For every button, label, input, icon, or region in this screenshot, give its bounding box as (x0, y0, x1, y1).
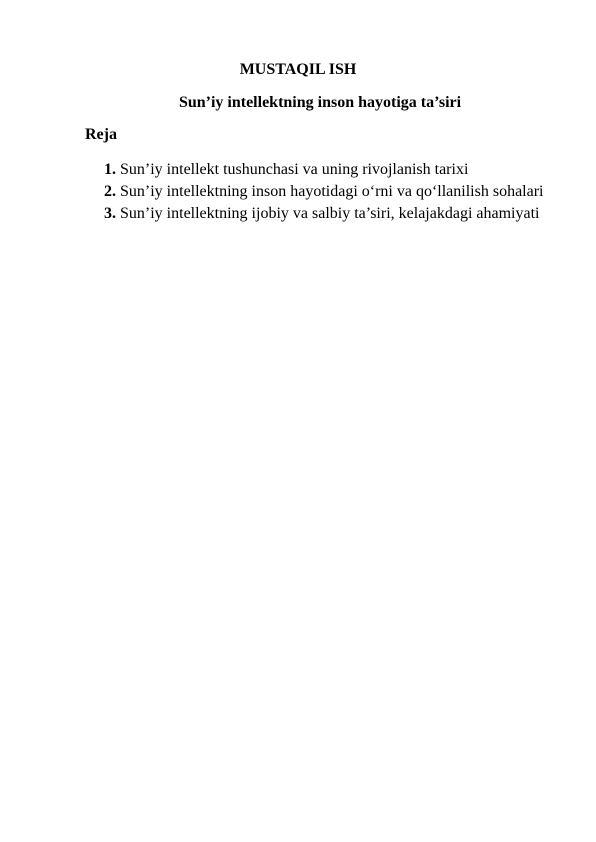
document-subtitle: Sun’iy intellektning inson hayotiga ta’siri (178, 94, 462, 111)
plan-item-text: Sun’iy intellekt tushunchasi va uning rivojlanish tarixi (120, 161, 469, 178)
plan-list (104, 160, 554, 226)
plan-item (104, 182, 554, 202)
document-title: MUSTAQIL ISH (239, 61, 357, 78)
plan-item-text: Sun’iy intellektning inson hayotidagi o‘rni va qo‘llanilish sohalari (120, 183, 544, 200)
plan-item (104, 160, 554, 180)
plan-item-number: 2. (104, 183, 116, 200)
plan-item-text: Sun’iy intellektning ijobiy va salbiy ta’siri, kelajakdagi ahamiyati (120, 205, 540, 222)
plan-item-number: 3. (104, 205, 116, 222)
plan-heading: Reja (85, 126, 117, 143)
plan-item-number: 1. (104, 161, 116, 178)
plan-item (104, 204, 554, 224)
